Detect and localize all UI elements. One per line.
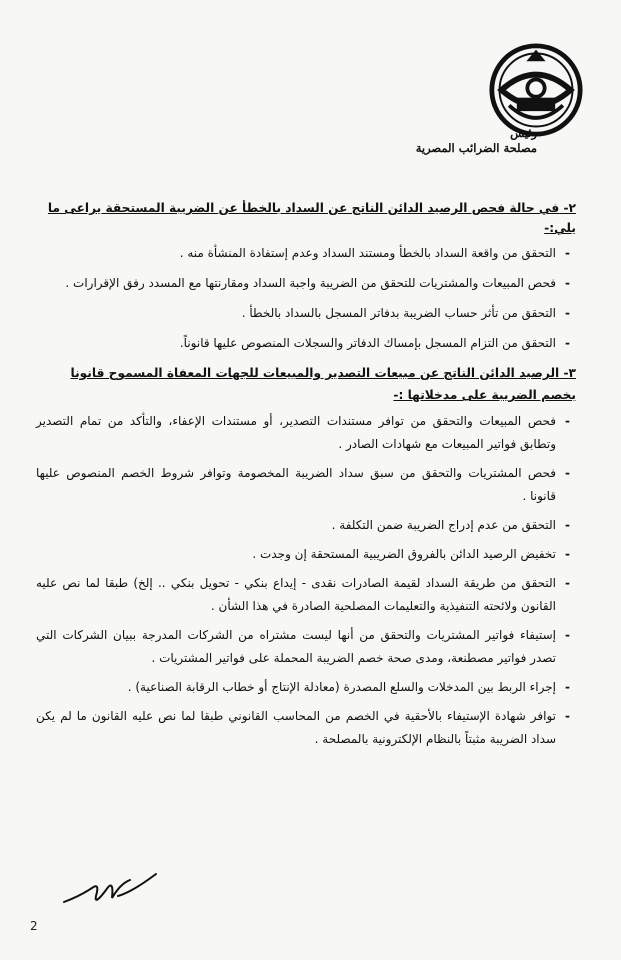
list-item: - فحص المشتريات والتحقق من سبق سداد الضريبة المخصومة وتوافر شروط الخصم المنصوص عليها قانونا .	[36, 462, 576, 508]
list-item: - توافر شهادة الإستيفاء بالأحقية في الخصم من المحاسب القانوني طبقا لما نص عليه القانون ما لم يكن سداد الضريبة مثبتاً بالنظام الإلكترونية بالمصلحة .	[36, 705, 576, 751]
list-item: - التحقق من عدم إدراج الضريبة ضمن التكلفة .	[36, 514, 576, 537]
section-heading	[36, 198, 576, 238]
list-item: - التحقق من التزام المسجل بإمساك الدفاتر والسجلات المنصوص عليها قانوناً.	[36, 332, 576, 355]
section-title: الرصيد الدائن الناتج عن مبيعات التصدير والمبيعات للجهات المعفاة المسموح قانونا بخصم الضريبة على مدخلاتها :-	[70, 366, 576, 402]
section-items	[36, 410, 576, 751]
list-item: - إجراء الربط بين المدخلات والسلع المصدرة (معادلة الإنتاج أو خطاب الرقابة الصناعية) .	[36, 676, 576, 699]
list-item: - فحص المبيعات والتحقق من توافر مستندات التصدير، أو مستندات الإعفاء، والتأكد من تمام التصدير وتطابق فواتير المبيعات مع شهادات الصادر .	[36, 410, 576, 456]
section-number: ٣-	[563, 366, 576, 380]
document-body	[36, 198, 576, 757]
agency-seal-icon	[488, 42, 584, 138]
section-items	[36, 242, 576, 355]
list-item: - التحقق من طريقة السداد لقيمة الصادرات نقدى - إيداع بنكي - تحويل بنكي .. إلخ) طبقا لما نص عليه القانون ولائحته التنفيذية والتعليمات المصلحية الصادرة في هذا الشأن .	[36, 572, 576, 618]
page-number: 2	[30, 919, 38, 933]
agency-title: رئيس	[510, 126, 537, 140]
agency-name: مصلحة الضرائب المصرية	[415, 141, 537, 155]
list-item: - تخفيض الرصيد الدائن بالفروق الضريبية المستحقة إن وجدت .	[36, 543, 576, 566]
section-3	[36, 362, 576, 751]
agency-header	[397, 126, 537, 156]
section-number: ٢-	[563, 201, 576, 215]
list-item: - التحقق من تأثر حساب الضريبة بدفاتر المسجل بالسداد بالخطأ .	[36, 302, 576, 325]
list-item: - إستيفاء فواتير المشتريات والتحقق من أنها ليست مشتراه من الشركات المدرجة ببيان الشركات التي تصدر فواتير مصطنعة، ومدى صحة خصم الضريبة المحملة على فواتير المشتريات .	[36, 624, 576, 670]
list-item: - فحص المبيعات والمشتريات للتحقق من الضريبة واجبة السداد ومقارنتها مع المسدد رفق الإقرارات .	[36, 272, 576, 295]
section-title: في حالة فحص الرصيد الدائن الناتج عن السداد بالخطأ عن الضريبة المستحقة يراعى ما يلي:-	[47, 201, 576, 235]
signature-icon	[60, 866, 160, 910]
section-heading	[36, 362, 576, 406]
section-2	[36, 198, 576, 355]
list-item: - التحقق من واقعة السداد بالخطأ ومستند السداد وعدم إستفادة المنشأة منه .	[36, 242, 576, 265]
